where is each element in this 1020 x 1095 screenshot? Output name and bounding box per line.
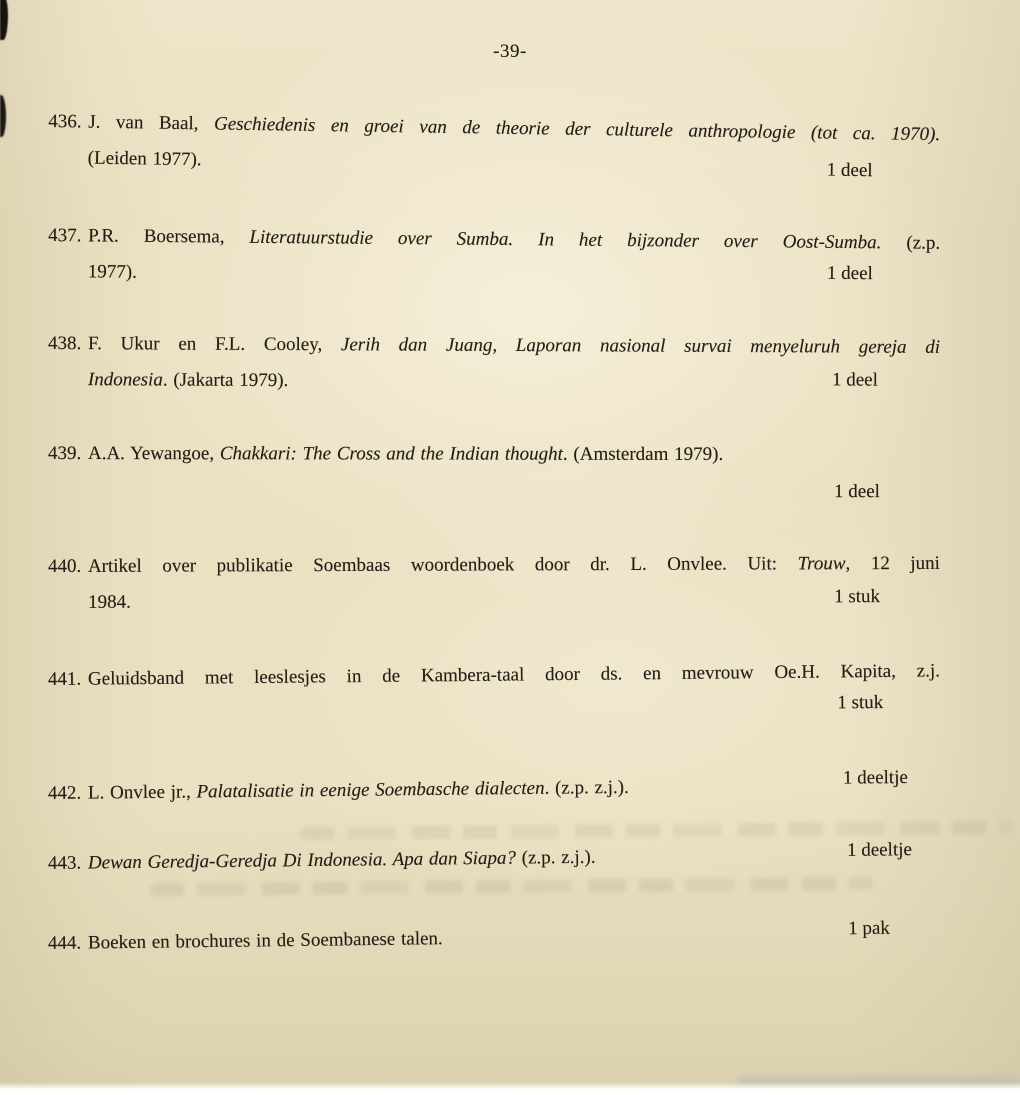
entry-description [88, 767, 940, 812]
title-italic-segment: Literatuurstudie over Sumba. In het bijzonder over Oost-Sumba. [249, 226, 882, 254]
entry-443 [48, 836, 940, 882]
entry-description [88, 915, 940, 961]
text-segment: , 12 juni [845, 552, 940, 575]
text-segment: Geluidsband met leeslesjes in de Kambera-taal door ds. en mevrouw Oe.H. Kapita, z.j. [87, 660, 941, 690]
entry-442 [48, 767, 940, 812]
bleed-through-text-lower [150, 877, 874, 896]
entry-description [88, 653, 940, 697]
entry-quantity: 1 stuk [834, 586, 881, 608]
entry-number: 437. [48, 225, 82, 247]
text-segment: 1977). [87, 261, 138, 283]
text-segment: . (Jakarta 1979). [162, 369, 289, 392]
entry-number: 436. [48, 111, 82, 133]
entry-quantity: 1 deel [826, 262, 873, 285]
entry-number: 443. [47, 852, 82, 874]
entry-quantity: 1 deeltje [842, 766, 908, 789]
entry-description [88, 546, 940, 621]
title-italic-segment: Palatalisatie in eenige Soembasche dialecten [196, 777, 545, 803]
entry-441 [47, 653, 941, 714]
scan-bottom-edge [0, 1082, 1020, 1095]
entry-line [88, 836, 940, 882]
scan-edge-mark-lower [0, 95, 6, 137]
text-segment: J. van Baal, [88, 111, 215, 135]
text-segment: (z.p. z.j.). [515, 846, 596, 869]
entry-line [88, 326, 940, 366]
entry-quantity: 1 deel [831, 369, 878, 391]
entry-quantity: 1 deel [826, 159, 873, 182]
entry-line [88, 915, 940, 961]
text-segment: (Leiden 1977). [87, 147, 202, 171]
entry-description [87, 105, 940, 190]
entry-quantity: 1 pak [848, 917, 890, 940]
text-segment: P.R. Boersema, [88, 225, 250, 248]
entry-line [88, 436, 940, 473]
entry-description [88, 436, 940, 473]
title-italic-segment: Indonesia [87, 369, 163, 391]
entry-438 [48, 326, 940, 402]
title-italic-segment: Jerih dan Juang, Laporan nasional survai menyeluruh gereja di [340, 334, 941, 358]
entry-quantity: 1 stuk [837, 691, 884, 714]
scan-edge-mark-top [0, 0, 8, 40]
text-segment: . (z.p. z.j.). [544, 776, 629, 799]
entry-number: 442. [47, 782, 82, 804]
text-segment: Boeken en brochures in de Soembanese talen. [87, 928, 443, 954]
text-segment: 1984. [88, 591, 131, 613]
entry-436 [47, 104, 940, 189]
entry-number: 441. [47, 668, 82, 690]
title-italic-segment: Trouw [797, 553, 846, 575]
entry-line [88, 582, 940, 621]
entry-line [88, 546, 940, 585]
text-segment: . (Amsterdam 1979). [562, 443, 724, 465]
entry-line [88, 653, 940, 697]
entry-number: 444. [47, 932, 82, 954]
entry-line [88, 218, 940, 261]
entry-quantity: 1 deeltje [846, 839, 913, 861]
entry-439 [47, 436, 940, 503]
entry-quantity: 1 deel [834, 481, 880, 503]
entry-line [88, 362, 940, 402]
text-segment: (z.p. [881, 232, 941, 254]
entry-444 [48, 915, 940, 962]
entry-description [88, 836, 940, 882]
text-segment: F. Ukur en F.L. Cooley, [88, 333, 341, 356]
text-segment: A.A. Yewangoe, [87, 443, 220, 465]
entry-description [88, 326, 940, 402]
text-segment: Artikel over publikatie Soembaas woordenboek door dr. L. Onvlee. Uit: [87, 553, 798, 577]
entry-number: 439. [47, 443, 82, 465]
text-segment: L. Onvlee jr., [87, 781, 197, 804]
entry-description [88, 218, 941, 297]
entry-line [88, 767, 940, 812]
title-italic-segment: Geschiedenis en groei van de theorie der culturele anthropologie (tot ca. 1970). [213, 113, 941, 146]
page-number: -39- [493, 41, 527, 62]
entry-number: 438. [48, 333, 82, 355]
title-italic-segment: Chakkari: The Cross and the Indian thought [219, 443, 563, 465]
title-italic-segment: Dewan Geredja-Geredja Di Indonesia. Apa dan Siapa? [87, 847, 517, 874]
entry-437 [48, 218, 941, 298]
entry-line [88, 254, 940, 297]
entry-440 [48, 546, 940, 621]
entry-number: 440. [47, 555, 82, 578]
